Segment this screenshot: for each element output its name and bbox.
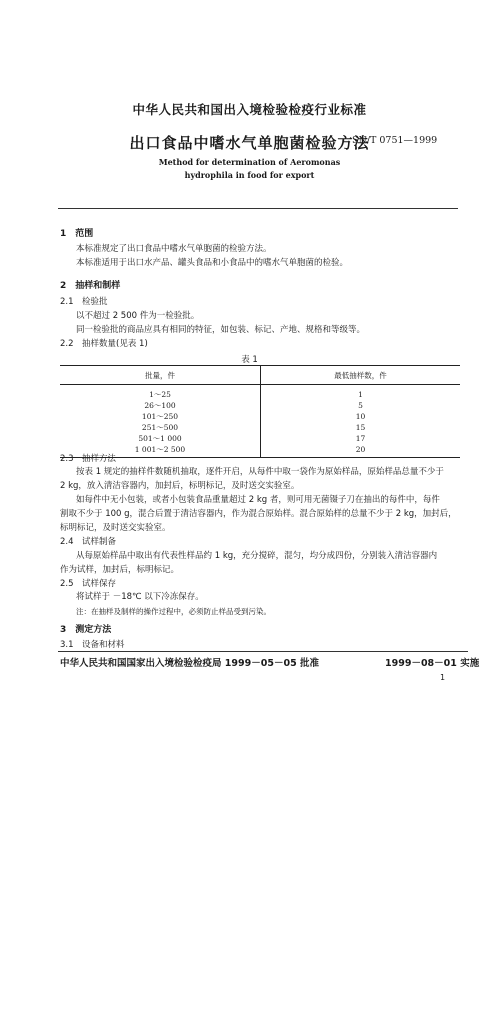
section-3-1-heading: 3.1 设备和材料 bbox=[60, 640, 125, 650]
table-cell: 1 bbox=[358, 390, 363, 399]
table-cell: 5 bbox=[358, 401, 363, 410]
section-2-3-line-4: 割取不少于 100 g，混合后置于清洁容器内，作为混合原始样。混合原始样的总量不少于 2 kg，加封后， bbox=[60, 509, 457, 519]
table-row bbox=[60, 422, 460, 433]
section-2-4-line-1: 从每原始样品中取出有代表性样品约 1 kg，充分搅碎，混匀，均分成四份，分别装入清洁容器内 bbox=[76, 551, 438, 561]
section-2-heading: 2 抽样和制样 bbox=[60, 281, 121, 291]
effective-date: 1999－08－01 实施 bbox=[385, 658, 480, 669]
english-title-line2: hydrophila in food for export bbox=[184, 170, 315, 180]
sampling-table bbox=[60, 365, 460, 458]
section-1-line-1: 本标准规定了出口食品中嗜水气单胞菌的检验方法。 bbox=[76, 244, 272, 254]
table-cell: 17 bbox=[355, 434, 366, 443]
issuing-organization: 中华人民共和国出入境检验检疫行业标准 bbox=[132, 102, 367, 117]
section-2-3-line-1: 按表 1 规定的抽样件数随机抽取，逐件开启，从每件中取一袋作为原始样品，原始样品总量不少于 bbox=[76, 467, 444, 477]
section-2-4-line-2: 作为试样，加封后，标明标记。 bbox=[60, 565, 180, 575]
table-cell: 10 bbox=[355, 412, 366, 421]
section-1-heading: 1 范围 bbox=[60, 229, 94, 239]
table-row bbox=[60, 433, 460, 444]
section-2-5-heading: 2.5 试样保存 bbox=[60, 579, 117, 589]
table-cell: 251～500 bbox=[60, 422, 261, 433]
section-3-heading: 3 测定方法 bbox=[60, 625, 112, 635]
standard-code: SN/T 0751—1999 bbox=[352, 135, 438, 146]
section-2-3-line-2: 2 kg，放入清洁容器内，加封后，标明标记，及时送交实验室。 bbox=[60, 481, 300, 491]
header-rule bbox=[58, 208, 458, 209]
section-2-2-heading: 2.2 抽样数量(见表 1) bbox=[60, 339, 148, 349]
section-2-3-heading: 2.3 抽样方法 bbox=[60, 454, 117, 464]
table-row bbox=[60, 411, 460, 422]
standard-title: 出口食品中嗜水气单胞菌检验方法 bbox=[129, 134, 370, 152]
section-2-1-line-1: 以不超过 2 500 件为一检验批。 bbox=[76, 311, 200, 321]
table-cell: 1～25 bbox=[60, 385, 261, 401]
section-2-3-line-5: 标明标记，及时送交实验室。 bbox=[60, 523, 171, 533]
table-cell: 26～100 bbox=[60, 400, 261, 411]
section-2-1-line-2: 同一检验批的商品应具有相同的特征，如包装、标记、产地、规格和等级等。 bbox=[76, 325, 366, 335]
section-2-5-line-1: 将试样于 －18℃ 以下冷冻保存。 bbox=[76, 592, 204, 602]
table-1-caption: 表 1 bbox=[241, 355, 258, 365]
section-1-line-2: 本标准适用于出口水产品、罐头食品和小食品中的嗜水气单胞菌的检验。 bbox=[76, 258, 349, 268]
table-cell: 501～1 000 bbox=[60, 433, 261, 444]
table-row bbox=[60, 385, 460, 401]
page-number: 1 bbox=[440, 673, 446, 682]
table-header-row bbox=[60, 366, 460, 385]
table-header-min-samples: 最低抽样数，件 bbox=[334, 370, 387, 380]
section-2-5-note: 注：在抽样及制样的操作过程中，必须防止样品受到污染。 bbox=[76, 607, 271, 616]
table-cell: 1 001～2 500 bbox=[60, 444, 261, 458]
footer-rule bbox=[58, 651, 468, 652]
table-row bbox=[60, 444, 460, 458]
approval-statement: 中华人民共和国国家出入境检验检疫局 1999－05－05 批准 bbox=[60, 658, 319, 669]
table-cell: 20 bbox=[355, 445, 366, 454]
section-2-4-heading: 2.4 试样制备 bbox=[60, 537, 117, 547]
table-cell: 15 bbox=[355, 423, 366, 432]
table-row bbox=[60, 400, 460, 411]
section-2-1-heading: 2.1 检验批 bbox=[60, 297, 108, 307]
english-title-line1: Method for determination of Aeromonas bbox=[158, 157, 341, 167]
table-header-lot-size: 批量，件 bbox=[60, 366, 261, 385]
section-2-3-line-3: 如每件中无小包装，或者小包装食品重量超过 2 kg 者，则可用无菌镊子刀在抽出的每件中，每件 bbox=[76, 495, 440, 505]
table-cell: 101～250 bbox=[60, 411, 261, 422]
